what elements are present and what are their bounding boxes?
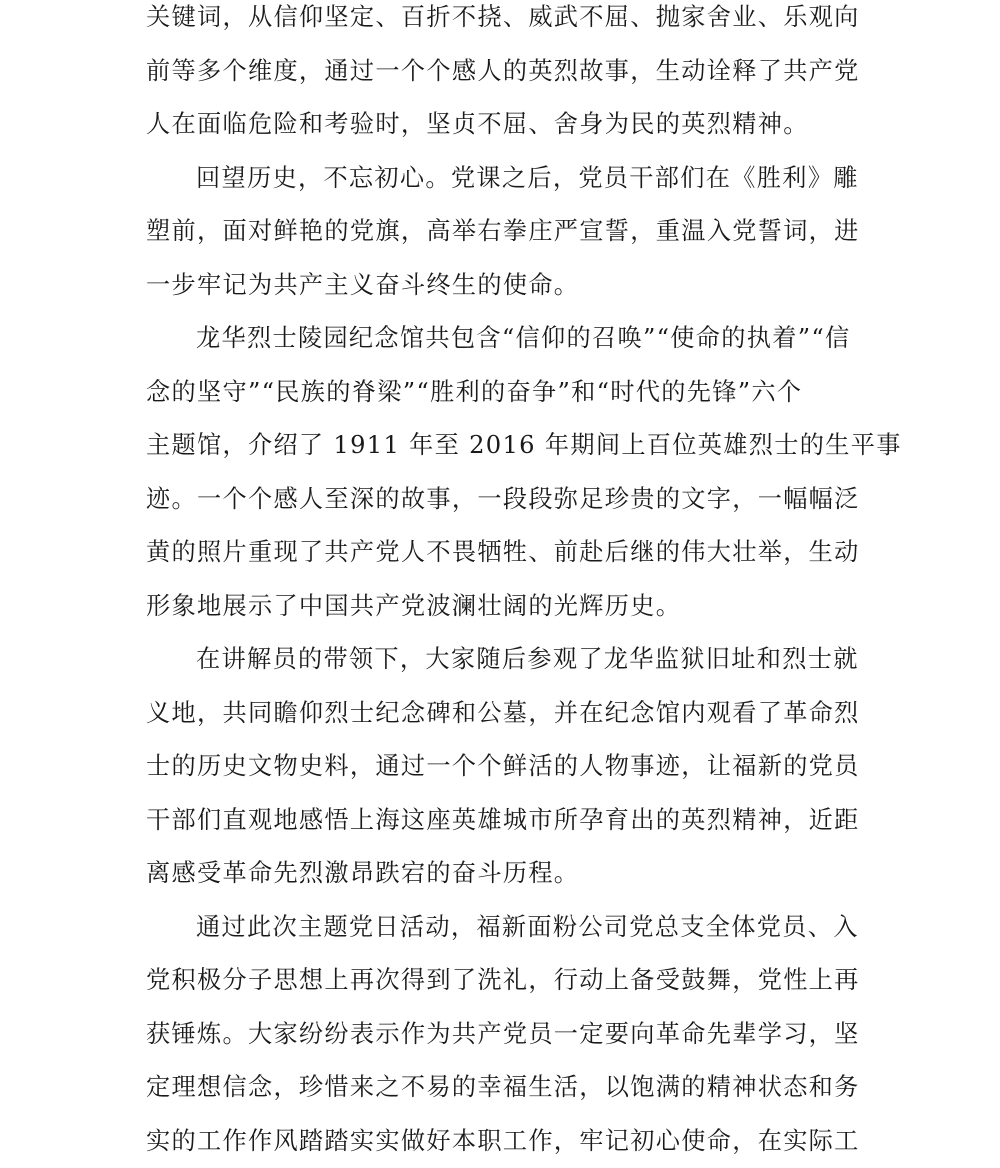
paragraph-2	[146, 152, 858, 313]
text-line: 前等多个维度，通过一个个感人的英烈故事，生动诠释了共产党	[146, 45, 858, 99]
paragraph-5	[146, 901, 858, 1168]
text-line: 士的历史文物史料，通过一个个鲜活的人物事迹，让福新的党员	[146, 740, 858, 794]
text-line: 在讲解员的带领下，大家随后参观了龙华监狱旧址和烈士就	[146, 633, 858, 687]
text-line: 念的坚守”“民族的脊梁”“胜利的奋争”和“时代的先锋”六个	[146, 366, 858, 420]
document-page	[146, 0, 858, 1168]
text-line: 离感受革命先烈激昂跌宕的奋斗历程。	[146, 847, 858, 901]
paragraph-3	[146, 312, 858, 633]
text-line: 通过此次主题党日活动，福新面粉公司党总支全体党员、入	[146, 901, 858, 955]
text-line: 塑前，面对鲜艳的党旗，高举右拳庄严宣誓，重温入党誓词，进	[146, 205, 858, 259]
text-line: 形象地展示了中国共产党波澜壮阔的光辉历史。	[146, 580, 858, 634]
text-line: 干部们直观地感悟上海这座英雄城市所孕育出的英烈精神，近距	[146, 794, 858, 848]
text-line: 黄的照片重现了共产党人不畏牺牲、前赴后继的伟大壮举，生动	[146, 526, 858, 580]
text-line: 获锤炼。大家纷纷表示作为共产党员一定要向革命先辈学习，坚	[146, 1008, 858, 1062]
text-line: 迹。一个个感人至深的故事，一段段弥足珍贵的文字，一幅幅泛	[146, 473, 858, 527]
text-line: 龙华烈士陵园纪念馆共包含“信仰的召唤”“使命的执着”“信	[146, 312, 858, 366]
text-line: 定理想信念，珍惜来之不易的幸福生活，以饱满的精神状态和务	[146, 1061, 858, 1115]
text-line: 实的工作作风踏踏实实做好本职工作，牢记初心使命，在实际工	[146, 1115, 858, 1168]
text-line: 义地，共同瞻仰烈士纪念碑和公墓，并在纪念馆内观看了革命烈	[146, 687, 858, 741]
text-line: 人在面临危险和考验时，坚贞不屈、舍身为民的英烈精神。	[146, 98, 858, 152]
text-line: 主题馆，介绍了 1911 年至 2016 年期间上百位英雄烈士的生平事	[146, 419, 858, 473]
paragraph-4	[146, 633, 858, 901]
text-line: 党积极分子思想上再次得到了洗礼，行动上备受鼓舞，党性上再	[146, 954, 858, 1008]
text-line: 回望历史，不忘初心。党课之后，党员干部们在《胜利》雕	[146, 152, 858, 206]
paragraph-1	[146, 0, 858, 152]
text-line: 一步牢记为共产主义奋斗终生的使命。	[146, 259, 858, 313]
text-line: 关键词，从信仰坚定、百折不挠、威武不屈、抛家舍业、乐观向	[146, 0, 858, 45]
